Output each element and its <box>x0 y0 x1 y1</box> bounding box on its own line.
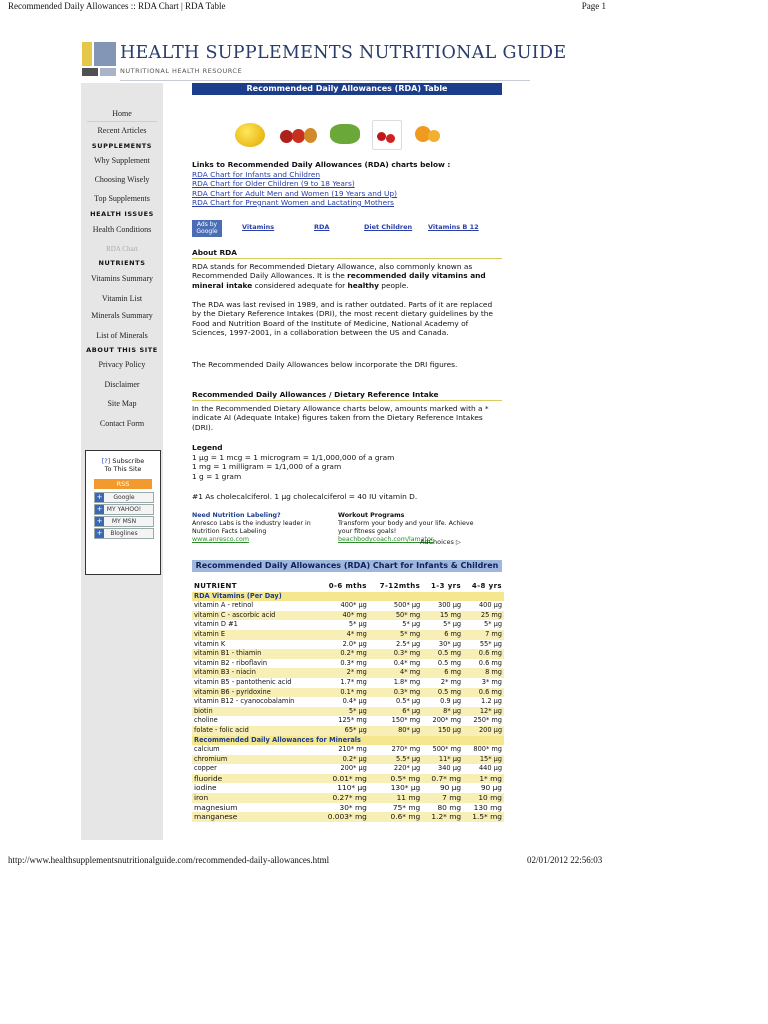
value-cell: 75* mg <box>392 802 421 812</box>
value-cell: 0.5* µg <box>395 697 421 706</box>
value-cell: 0.2* µg <box>317 755 369 765</box>
print-timestamp: 02/01/2012 22:56:03 <box>527 855 603 865</box>
nutrient-cell: iron <box>192 793 317 803</box>
table-row <box>192 630 504 640</box>
value-cell: 5.5* µg <box>369 755 422 765</box>
nav-list-of-minerals[interactable]: List of Minerals <box>96 331 148 340</box>
nutrient-cell: chromium <box>192 755 317 765</box>
lemon-icon <box>235 123 265 147</box>
value-cell: 80* µg <box>369 726 422 736</box>
value-cell: 11* µg <box>422 755 463 765</box>
section-label: RDA Vitamins (Per Day) <box>192 592 504 602</box>
value-cell: 0.3* mg <box>369 649 422 659</box>
value-cell: 6* µg <box>369 707 422 717</box>
subscribe-label: Subscribe <box>112 457 145 465</box>
ads-by-google-label[interactable]: Ads by Google <box>192 220 222 237</box>
print-title: Recommended Daily Allowances :: RDA Chart | RDA Table <box>8 1 226 11</box>
table-row <box>192 649 504 659</box>
value-cell: 4-8 yrs <box>471 582 502 590</box>
table-row <box>192 601 504 611</box>
table-row <box>192 668 504 678</box>
value-cell: 50* mg <box>369 611 422 621</box>
dri-heading: Recommended Daily Allowances / Dietary Reference Intake <box>192 390 439 399</box>
value-cell: 7 mg <box>463 630 504 640</box>
table-row <box>192 745 504 755</box>
fruit-banner-image <box>230 120 470 150</box>
help-link[interactable]: [?] <box>101 457 111 465</box>
nav-disclaimer[interactable]: Disclaimer <box>104 380 140 389</box>
ad-nutrition-labeling[interactable]: Need Nutrition Labeling? Anresco Labs is the industry leader in Nutrition Facts Labeling www.anresco.com <box>192 512 311 543</box>
value-cell: 150 µg <box>422 726 463 736</box>
value-cell: 0.7* mg <box>422 774 463 784</box>
nutrient-cell: vitamin C - ascorbic acid <box>192 611 317 621</box>
divider <box>192 258 502 259</box>
value-cell: 200 µg <box>463 726 504 736</box>
value-cell: 0.5 mg <box>437 658 462 667</box>
nav-privacy-policy[interactable]: Privacy Policy <box>98 360 146 369</box>
table-row <box>192 707 504 717</box>
value-cell: 0.27* mg <box>317 793 369 803</box>
value-cell: 2* mg <box>317 668 369 678</box>
value-cell: 1.5* mg <box>463 812 504 822</box>
nutrient-cell: fluoride <box>192 774 317 784</box>
table-row <box>192 803 504 813</box>
table-header-row <box>192 582 504 592</box>
nav-site-map[interactable]: Site Map <box>107 399 137 408</box>
value-cell: 6 mg <box>422 630 463 640</box>
nav-rda-chart[interactable]: RDA Chart <box>106 245 138 253</box>
value-cell: 5* mg <box>369 630 422 640</box>
legend-item: 1 mg = 1 milligram = 1/1,000 of a gram <box>192 462 342 472</box>
legend-item: 1 µg = 1 mcg = 1 microgram = 1/1,000,000 of a gram <box>192 453 395 462</box>
ad-link-diet-children[interactable]: Diet Children <box>364 223 413 231</box>
nutrient-cell: vitamin B1 - thiamin <box>192 649 317 659</box>
ad-link-vitamins[interactable]: Vitamins <box>242 223 275 231</box>
link-pregnant-lactating[interactable]: RDA Chart for Pregnant Women and Lactating Mothers <box>192 197 395 207</box>
value-cell: 90 µg <box>439 783 462 793</box>
legend-heading: Legend <box>192 443 223 452</box>
table-row <box>192 659 504 669</box>
value-cell: 7-12mths <box>379 582 421 590</box>
table-row <box>192 688 504 698</box>
value-cell: 500* mg <box>432 745 462 754</box>
value-cell: 1.2* mg <box>422 812 463 822</box>
nav-minerals-summary[interactable]: Minerals Summary <box>91 311 153 320</box>
nutrient-cell: vitamin B5 - pantothenic acid <box>194 677 292 686</box>
ad-link-rda[interactable]: RDA <box>314 223 330 231</box>
site-logo[interactable] <box>82 42 567 82</box>
nutrient-cell: manganese <box>192 812 317 822</box>
table-row <box>192 726 504 736</box>
value-cell: 400* µg <box>340 601 367 610</box>
value-cell: 15 mg <box>422 611 463 621</box>
value-cell: 6 mg <box>422 668 463 678</box>
divider <box>87 121 157 122</box>
table-row <box>192 755 504 765</box>
text-ads <box>192 512 502 552</box>
nav-section-health-issues: HEALTH ISSUES <box>90 210 154 218</box>
value-cell: 1.8* mg <box>393 677 421 686</box>
value-cell: 1-3 yrs <box>431 582 462 590</box>
my-yahoo-button[interactable]: + MY YAHOO! <box>94 504 154 515</box>
about-paragraph-2: The RDA was last revised in 1989, and is rather outdated. Parts of it are replaced by the Dietary Reference Intakes (DRI), the most recent dietary guidelines by the Food and Nutrition Board of the Institute of Medicine, National Academy of Sciences, 1997-2001, in a collaboration between the US and Canada. <box>192 300 493 337</box>
greens-icon <box>330 124 360 144</box>
link-older-children[interactable]: RDA Chart for Older Children (9 to 18 Years) <box>192 179 355 189</box>
value-cell: 8* µg <box>422 707 463 717</box>
value-cell: 0.2* mg <box>317 649 369 659</box>
nutrient-cell: vitamin E <box>192 630 317 640</box>
value-cell: 3* mg <box>481 677 502 686</box>
value-cell: 250* mg <box>473 716 502 725</box>
nutrient-cell: magnesium <box>194 802 238 812</box>
table-row <box>192 697 504 707</box>
nav-section-supplements: SUPPLEMENTS <box>91 142 153 150</box>
value-cell: 125* mg <box>338 716 367 725</box>
value-cell: 0.4* mg <box>393 658 421 667</box>
dri-paragraph: In the Recommended Dietary Allowance charts below, amounts marked with a * indicate AI (Adequate Intake) figures taken from the Dietary Reference Intakes (DRI). <box>192 404 489 432</box>
nav-section-nutrients: NUTRIENTS <box>98 259 146 267</box>
nutrient-cell: iodine <box>194 783 217 793</box>
value-cell: 8 mg <box>463 668 504 678</box>
nutrient-cell: folate - folic acid <box>192 726 317 736</box>
value-cell: 130 mg <box>473 802 502 812</box>
value-cell: 200* mg <box>432 716 462 725</box>
rss-icon: RSS <box>116 480 130 488</box>
value-cell: 15* µg <box>463 755 504 765</box>
value-cell: 30* µg <box>438 639 462 648</box>
nutrient-cell: NUTRIENT <box>194 582 237 590</box>
value-cell: 0.6* mg <box>369 812 422 822</box>
nav-vitamin-list[interactable]: Vitamin List <box>101 294 143 303</box>
value-cell: 0.5 mg <box>422 688 463 698</box>
page-title: Recommended Daily Allowances (RDA) Table <box>192 83 502 95</box>
value-cell: 200* µg <box>340 764 367 773</box>
value-cell: 150* mg <box>391 716 421 725</box>
value-cell: 0.3* mg <box>340 658 367 667</box>
value-cell: 5* µg <box>402 620 421 629</box>
nutrient-cell: calcium <box>194 745 220 754</box>
section-label: Recommended Daily Allowances for Minerals <box>192 736 504 746</box>
value-cell: 25 mg <box>463 611 504 621</box>
table-row <box>192 764 504 774</box>
value-cell: 55* µg <box>479 639 502 648</box>
value-cell: 5* µg <box>348 620 367 629</box>
table-row <box>192 678 504 688</box>
value-cell: 4* mg <box>317 630 369 640</box>
plus-icon: + <box>96 517 103 525</box>
value-cell: 2* mg <box>440 677 462 686</box>
bloglines-button[interactable]: + Bloglines <box>94 528 154 539</box>
ad-link-vitamins-b12[interactable]: Vitamins B 12 <box>428 223 479 231</box>
links-heading: Links to Recommended Daily Allowances (RDA) charts below : <box>192 160 451 169</box>
nutrient-cell: vitamin B3 - niacin <box>192 668 317 678</box>
nutrient-cell: vitamin B2 - riboflavin <box>194 658 268 667</box>
print-header <box>0 0 768 14</box>
site-subtitle: NUTRITIONAL HEALTH RESOURCE <box>120 67 243 75</box>
value-cell: 110* µg <box>337 783 367 793</box>
nutrient-cell: vitamin B12 - cyanocobalamin <box>194 697 295 706</box>
table-row <box>192 640 504 650</box>
value-cell: 270* mg <box>391 745 421 754</box>
ad-workout-programs[interactable]: Workout Programs Transform your body and your life. Achieve your fitness goals! beachbodycoach.com/lamator <box>338 512 474 543</box>
value-cell: 40* mg <box>317 611 369 621</box>
value-cell: 65* µg <box>317 726 369 736</box>
nutrient-cell: vitamin K <box>194 639 226 648</box>
logo-mark <box>82 42 92 66</box>
table-row <box>192 783 504 793</box>
sidebar <box>81 83 163 840</box>
nutrient-cell: biotin <box>192 707 317 717</box>
value-cell: 0.1* mg <box>317 688 369 698</box>
nav-health-conditions[interactable]: Health Conditions <box>92 225 152 234</box>
value-cell: 5* µg <box>484 620 502 629</box>
value-cell: 4* mg <box>369 668 422 678</box>
value-cell: 300 µg <box>438 601 462 610</box>
google-reader-button[interactable]: + Google <box>94 492 154 503</box>
section-row <box>192 736 504 746</box>
value-cell: 0.4* µg <box>342 697 367 706</box>
value-cell: 340 µg <box>438 764 462 773</box>
nav-contact-form[interactable]: Contact Form <box>99 419 145 428</box>
table-row <box>192 716 504 726</box>
plus-icon: + <box>96 529 103 537</box>
link-infants-children[interactable]: RDA Chart for Infants and Children <box>192 170 321 179</box>
site-title: HEALTH SUPPLEMENTS NUTRITIONAL GUIDE <box>120 43 567 63</box>
value-cell: 0.9 µg <box>440 697 462 706</box>
page-number: Page 1 <box>581 1 606 11</box>
value-cell: 500* µg <box>393 601 421 610</box>
value-cell: 12* µg <box>463 707 504 717</box>
value-cell: 1.7* mg <box>340 677 367 686</box>
plus-icon: + <box>96 493 103 501</box>
value-cell: 5* µg <box>443 620 462 629</box>
value-cell: 2.0* µg <box>342 639 367 648</box>
nav-home[interactable]: Home <box>112 109 132 118</box>
value-cell: 400 µg <box>478 601 502 610</box>
value-cell: 11 mg <box>369 793 422 803</box>
value-cell: 0.5* mg <box>369 774 422 784</box>
about-heading: About RDA <box>192 248 238 257</box>
legend-list <box>192 453 502 481</box>
logo-divider <box>120 80 530 81</box>
divider <box>192 400 502 401</box>
value-cell: 0.6 mg <box>478 658 502 667</box>
nutrient-cell: vitamin D #1 <box>194 620 238 629</box>
about-paragraph-1: RDA stands for Recommended Dietary Allowance, also commonly known as Recommended Daily Allowances. It is the recommended daily vitamins and mineral intake considered adequate for healthy people. <box>192 262 486 290</box>
rss-button[interactable] <box>94 479 152 489</box>
value-cell: 2.5* µg <box>395 639 421 648</box>
value-cell: 210* mg <box>338 745 367 754</box>
nav-recent-articles[interactable]: Recent Articles <box>97 126 147 135</box>
link-adults[interactable]: RDA Chart for Adult Men and Women (19 Years and Up) <box>192 188 397 198</box>
nav-section-about: ABOUT THIS SITE <box>86 346 158 354</box>
value-cell: 800* mg <box>473 745 502 754</box>
legend-item: 1 g = 1 gram <box>192 471 242 481</box>
value-cell: 0.5 mg <box>422 649 463 659</box>
nav-choosing-wisely[interactable]: Choosing Wisely <box>94 175 150 184</box>
nav-why-supplement[interactable]: Why Supplement <box>94 156 150 165</box>
table-row <box>192 793 504 803</box>
subscribe-sublabel: To This Site <box>104 465 142 473</box>
value-cell: 0.6 mg <box>463 649 504 659</box>
value-cell: 90 µg <box>480 783 502 793</box>
value-cell: 0.003* mg <box>317 812 369 822</box>
table-row <box>192 611 504 621</box>
table-row <box>192 774 504 784</box>
about-paragraph-3: The Recommended Daily Allowances below incorporate the DRI figures. <box>192 360 458 369</box>
nav-vitamins-summary[interactable]: Vitamins Summary <box>91 274 153 283</box>
subscribe-box <box>85 450 161 575</box>
value-cell: 220* µg <box>393 764 421 773</box>
value-cell: 130* µg <box>390 783 421 793</box>
value-cell: 1* mg <box>463 774 504 784</box>
value-cell: 1.2 µg <box>481 697 502 706</box>
google-ad-links <box>192 220 502 236</box>
value-cell: 30* mg <box>339 802 367 812</box>
plus-icon: + <box>96 505 103 513</box>
value-cell: 10 mg <box>463 793 504 803</box>
nav-top-supplements[interactable]: Top Supplements <box>94 194 150 203</box>
rda-table <box>192 582 504 822</box>
table-row <box>192 620 504 630</box>
nutrient-cell: vitamin B6 - pyridoxine <box>192 688 317 698</box>
adchoices-link[interactable]: AdChoices ▷ <box>420 538 461 546</box>
value-cell: 0.6 mg <box>463 688 504 698</box>
value-cell: 0-6 mths <box>328 582 367 590</box>
value-cell: 7 mg <box>422 793 463 803</box>
nutrient-cell: vitamin A - retinol <box>194 601 254 610</box>
table-row <box>192 812 504 822</box>
nutrient-cell: choline <box>194 716 218 725</box>
value-cell: 5* µg <box>317 707 369 717</box>
page-url: http://www.healthsupplementsnutritionalguide.com/recommended-daily-allowances.html <box>8 855 330 865</box>
nutrient-cell: copper <box>194 764 217 773</box>
section-row <box>192 592 504 602</box>
chart-links <box>192 170 502 207</box>
value-cell: 80 mg <box>437 802 462 812</box>
chart-section-title: Recommended Daily Allowances (RDA) Chart for Infants & Children <box>192 560 502 572</box>
footnote: #1 As cholecalciferol. 1 µg cholecalciferol = 40 IU vitamin D. <box>192 492 418 501</box>
value-cell: 440 µg <box>478 764 502 773</box>
value-cell: 0.01* mg <box>317 774 369 784</box>
my-msn-button[interactable]: + MY MSN <box>94 516 154 527</box>
value-cell: 0.3* mg <box>369 688 422 698</box>
